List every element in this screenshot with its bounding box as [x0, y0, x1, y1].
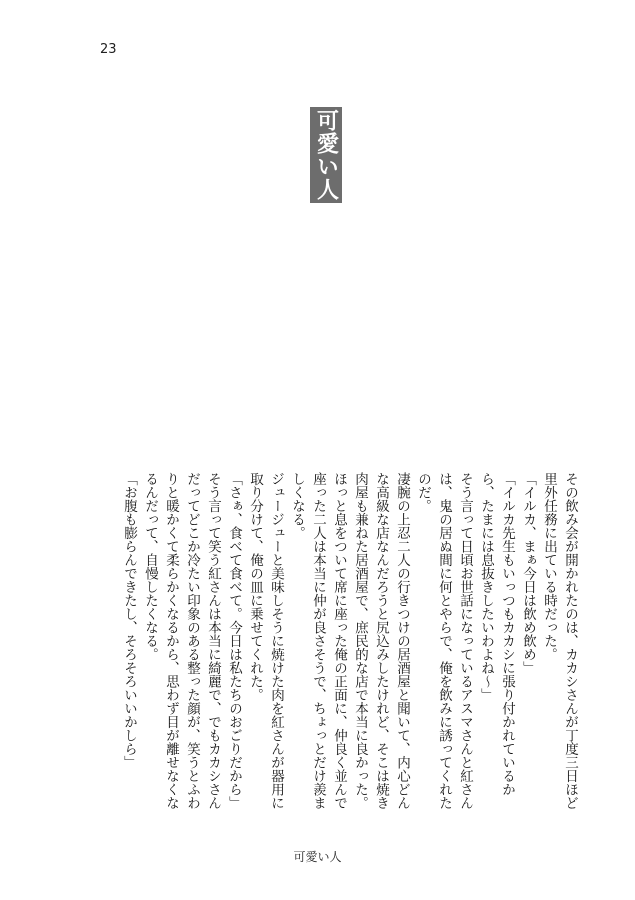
- paragraph: 「お腹も膨らんできたし、そろそろいいかしら」: [121, 472, 137, 769]
- paragraph: ほっと息をついて席に座った俺の正面に、仲良く並んで座った二人は本当に仲が良さそうで、ちょっとだけ羨ましくなる。: [289, 472, 347, 810]
- paragraph: そう言って日頃お世話になっているアスマさんと紅さんは、鬼の居ぬ間に何とやらで、俺を飲みに誘ってくれたのだ。: [415, 472, 473, 810]
- body-text: [60, 472, 580, 812]
- paragraph: 「イルカ先生もいっつもカカシに張り付かれているから、たまには息抜きしたいわよね〜」: [478, 472, 515, 796]
- chapter-title: 可愛い人: [310, 107, 342, 203]
- page-number: 23: [100, 42, 117, 57]
- paragraph: 「さぁ、食べて食べて。今日は私たちのおごりだから」: [226, 472, 242, 810]
- paragraph: その飲み会が開かれたのは、カカシさんが丁度三日ほど里外任務に出ている時だった。: [541, 472, 578, 810]
- paragraph: 「イルカ、まぁ今日は飲め飲め」: [520, 472, 536, 675]
- paragraph: ジュージューと美味しそうに焼けた肉を紅さんが器用に取り分けて、俺の皿に乗せてくれた。: [247, 472, 284, 810]
- footer-title: 可愛い人: [293, 850, 342, 864]
- paragraph: 凄腕の上忍二人の行きつけの居酒屋と聞いて、内心どんな高級な店なんだろうと尻込みしたけれど、そこは焼き肉屋も兼ねた居酒屋で、庶民的な店で本当に良かった。: [352, 472, 410, 810]
- paragraph: そう言って笑う紅さんは本当に綺麗で、でもカカシさんだってどこか冷たい印象のある整った顔が、笑うとふわりと暖かくて柔らかくなるから、思わず目が離せなくなるんだって、自慢したくなる。: [142, 472, 221, 810]
